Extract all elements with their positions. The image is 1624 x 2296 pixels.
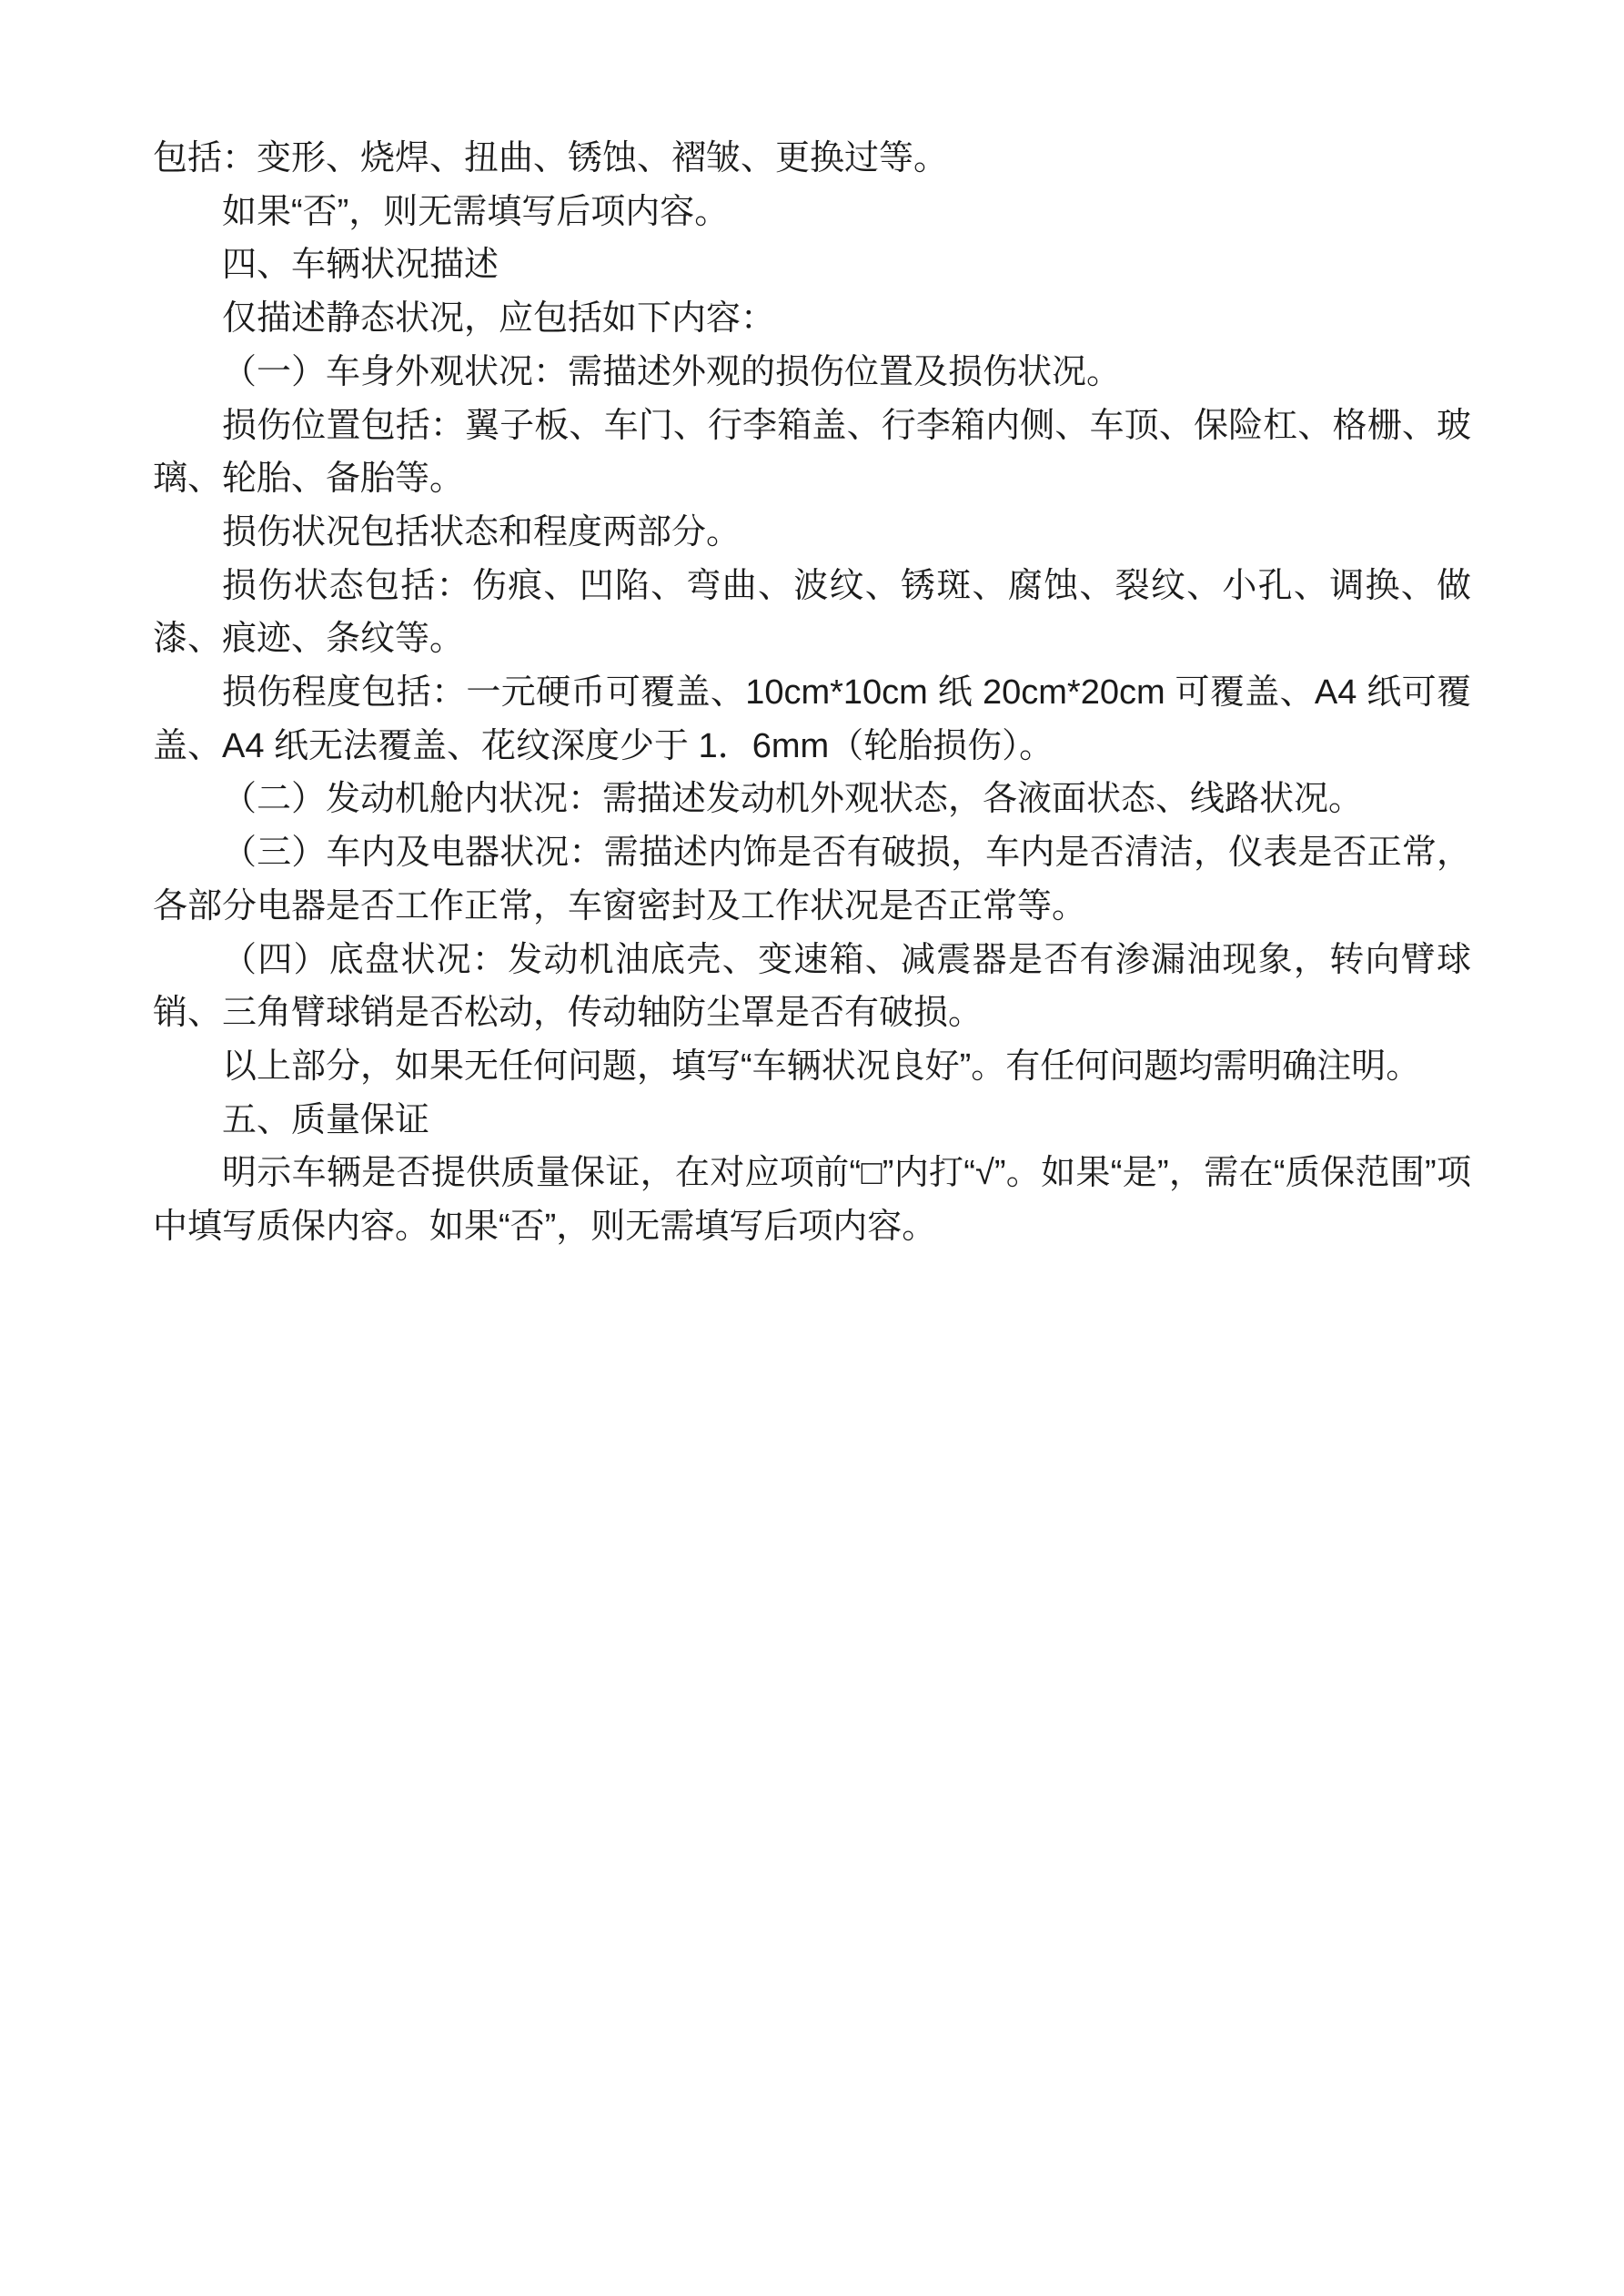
paragraph: 明示车辆是否提供质量保证，在对应项前“□”内打“√”。如果“是”，需在“质保范围”项中填写质保内容。如果“否”，则无需填写后项内容。 <box>153 1154 1471 1247</box>
paragraph: 损伤状况包括状态和程度两部分。 <box>222 512 741 551</box>
paragraph: 损伤位置包括：翼子板、车门、行李箱盖、行李箱内侧、车顶、保险杠、格栅、玻璃、轮胎、备胎等。 <box>153 406 1471 499</box>
paragraph: 如果“否”，则无需填写后项内容。 <box>222 192 730 231</box>
section-heading-5: 五、质量保证 <box>222 1100 430 1139</box>
paragraph-item-2: （二）发动机舱内状况：需描述发动机外观状态，各液面状态、线路状况。 <box>222 780 1364 819</box>
paragraph-item-4: （四）底盘状况：发动机油底壳、变速箱、减震器是否有渗漏油现象，转向臂球销、三角臂球销是否松动，传动轴防尘罩是否有破损。 <box>153 940 1471 1033</box>
document-body <box>153 132 1471 1254</box>
paragraph-item-1: （一）车身外观状况：需描述外观的损伤位置及损伤状况。 <box>222 352 1122 391</box>
section-heading-4: 四、车辆状况描述 <box>222 246 499 285</box>
paragraph-continuation: 包括：变形、烧焊、扭曲、锈蚀、褶皱、更换过等。 <box>153 139 949 177</box>
paragraph: 损伤程度包括：一元硬币可覆盖、10cm*10cm 纸 20cm*20cm 可覆盖、A4 纸可覆盖、A4 纸无法覆盖、花纹深度少于 1．6mm（轮胎损伤）。 <box>153 673 1471 765</box>
paragraph: 损伤状态包括：伤痕、凹陷、弯曲、波纹、锈斑、腐蚀、裂纹、小孔、调换、做漆、痕迹、条纹等。 <box>153 566 1471 659</box>
paragraph-item-3: （三）车内及电器状况：需描述内饰是否有破损，车内是否清洁，仪表是否正常，各部分电器是否工作正常，车窗密封及工作状况是否正常等。 <box>153 834 1471 925</box>
paragraph: 以上部分，如果无任何问题，填写“车辆状况良好”。有任何问题均需明确注明。 <box>222 1047 1421 1086</box>
paragraph: 仅描述静态状况，应包括如下内容： <box>222 299 776 339</box>
